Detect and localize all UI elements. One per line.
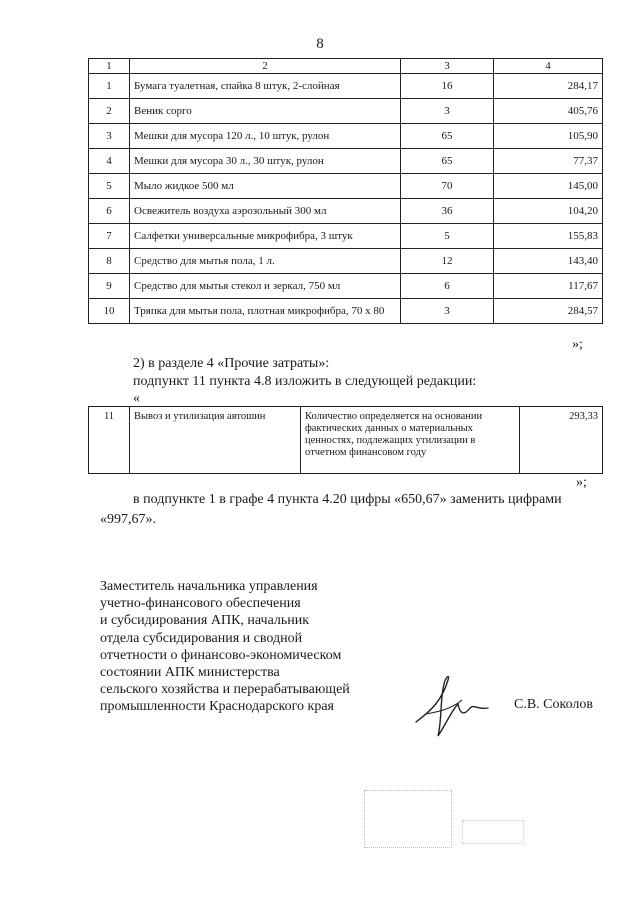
item-price: 117,67	[494, 274, 603, 299]
item-price: 155,83	[494, 224, 603, 249]
item-price: 284,17	[494, 74, 603, 99]
signatory-title	[100, 578, 350, 716]
signatory-title-line: учетно-финансового обеспечения	[100, 596, 301, 612]
row-number: 8	[89, 249, 130, 274]
header-cell: 2	[130, 59, 401, 74]
item-name: Салфетки универсальные микрофибра, 3 штук	[130, 224, 401, 249]
faded-stamp	[462, 820, 524, 844]
signatory-title-line: отчетности о финансово-экономическом	[100, 647, 342, 663]
item-price: 405,76	[494, 99, 603, 124]
table-row	[89, 74, 603, 99]
table-row	[89, 407, 603, 474]
signatory-title-line: промышленности Краснодарского края	[100, 699, 334, 715]
item-name: Вывоз и утилизация автошин	[130, 407, 301, 474]
item-quantity: 70	[401, 174, 494, 199]
item-description	[301, 407, 520, 474]
subpoint-1-text: в подпункте 1 в графе 4 пункта 4.20 цифры «650,67» заменить цифрами	[133, 492, 562, 507]
item-price: 293,33	[520, 407, 603, 474]
item-name: Тряпка для мытья пола, плотная микрофибра, 70 х 80	[130, 299, 401, 324]
description-line: ценностях, подлежащих утилизации в	[305, 435, 476, 446]
item-name: Средство для мытья стекол и зеркал, 750 мл	[130, 274, 401, 299]
item-price: 105,90	[494, 124, 603, 149]
signatory-title-line: Заместитель начальника управления	[100, 579, 318, 594]
header-cell: 1	[89, 59, 130, 74]
section-2-heading: 2) в разделе 4 «Прочие затраты»:	[133, 356, 330, 371]
faded-stamp	[364, 790, 452, 848]
row-number: 3	[89, 124, 130, 149]
header-cell: 4	[494, 59, 603, 74]
table-row	[89, 174, 603, 199]
item-quantity: 36	[401, 199, 494, 224]
description-line: фактических данных о материальных	[305, 423, 473, 434]
row-number: 6	[89, 199, 130, 224]
row-number: 4	[89, 149, 130, 174]
row-number: 9	[89, 274, 130, 299]
opening-quote: «	[133, 391, 140, 406]
item-quantity: 5	[401, 224, 494, 249]
signatory-title-line: отдела субсидирования и сводной	[100, 630, 303, 646]
table-row	[89, 249, 603, 274]
item-price: 284,57	[494, 299, 603, 324]
item-name: Мыло жидкое 500 мл	[130, 174, 401, 199]
item-quantity: 12	[401, 249, 494, 274]
header-cell: 3	[401, 59, 494, 74]
row-number: 7	[89, 224, 130, 249]
closing-quote: »;	[576, 475, 587, 490]
item-name: Бумага туалетная, спайка 8 штук, 2-слойная	[130, 74, 401, 99]
signer-name: С.В. Соколов	[514, 697, 594, 712]
table-row	[89, 149, 603, 174]
item-price: 145,00	[494, 174, 603, 199]
item-price: 104,20	[494, 199, 603, 224]
row-number: 1	[89, 74, 130, 99]
item-number: 11	[89, 407, 130, 474]
item-price: 143,40	[494, 249, 603, 274]
row-number: 10	[89, 299, 130, 324]
item-name: Веник сорго	[130, 99, 401, 124]
item-name: Мешки для мусора 120 л., 10 штук, рулон	[130, 124, 401, 149]
item-quantity: 65	[401, 124, 494, 149]
table-row	[89, 199, 603, 224]
item-name: Мешки для мусора 30 л., 30 штук, рулон	[130, 149, 401, 174]
page-number: 8	[316, 36, 324, 52]
handwritten-signature	[412, 670, 492, 742]
item-quantity: 3	[401, 299, 494, 324]
table-row	[89, 299, 603, 324]
table-row	[89, 99, 603, 124]
table-row	[89, 124, 603, 149]
table-header-row	[89, 59, 603, 74]
item-name: Средство для мытья пола, 1 л.	[130, 249, 401, 274]
closing-quote: »;	[572, 337, 583, 352]
item-11-table	[88, 406, 603, 474]
signatory-title-line: сельского хозяйства и перерабатывающей	[100, 682, 350, 698]
item-quantity: 3	[401, 99, 494, 124]
subpoint-11-text: подпункт 11 пункта 4.8 изложить в следующей редакции:	[133, 374, 477, 389]
table-row	[89, 274, 603, 299]
description-line: Количество определяется на основании	[305, 411, 483, 422]
item-quantity: 6	[401, 274, 494, 299]
item-quantity: 16	[401, 74, 494, 99]
table-row	[89, 224, 603, 249]
description-line: отчетном финансовом году	[305, 447, 427, 458]
signatory-title-line: и субсидирования АПК, начальник	[100, 613, 310, 629]
supplies-table	[88, 58, 603, 324]
item-price: 77,37	[494, 149, 603, 174]
subpoint-1-continuation: «997,67».	[100, 512, 156, 527]
item-name: Освежитель воздуха аэрозольный 300 мл	[130, 199, 401, 224]
row-number: 5	[89, 174, 130, 199]
signatory-title-line: состоянии АПК министерства	[100, 665, 280, 681]
row-number: 2	[89, 99, 130, 124]
item-quantity: 65	[401, 149, 494, 174]
